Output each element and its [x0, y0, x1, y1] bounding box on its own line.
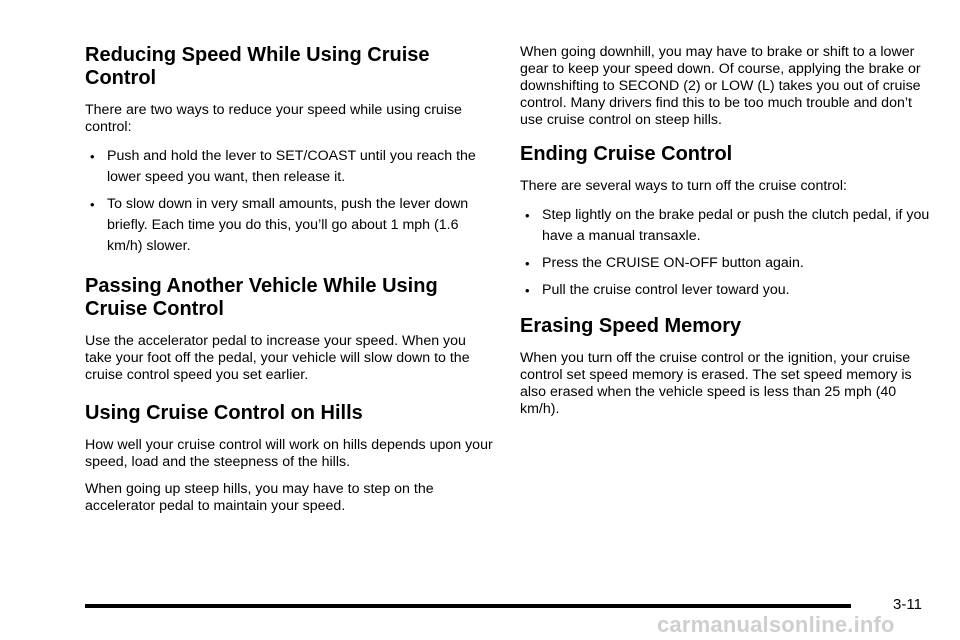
footer-rule	[85, 604, 851, 608]
bullet-icon: •	[90, 149, 95, 164]
passing-vehicle-body: Use the accelerator pedal to increase your speed. When you take your foot off the pedal, your vehicle will slow down to the cruise control speed you set earlier.	[85, 333, 470, 383]
reducing-speed-intro: There are two ways to reduce your speed while using cruise control:	[85, 102, 462, 135]
bullet-icon: •	[525, 256, 530, 271]
bullet-icon: •	[525, 283, 530, 298]
left-column	[85, 44, 495, 525]
bullet-icon: •	[525, 208, 530, 223]
heading-reducing-speed: Reducing Speed While Using Cruise Control	[85, 44, 430, 89]
heading-ending-cruise: Ending Cruise Control	[520, 143, 733, 165]
list-item-text: Push and hold the lever to SET/COAST until you reach the lower speed you want, then release it.	[107, 148, 476, 185]
bullet-icon: •	[90, 197, 95, 212]
list-item	[520, 205, 930, 247]
heading-erasing-memory: Erasing Speed Memory	[520, 315, 742, 337]
cruise-hills-para-1: How well your cruise control will work on hills depends upon your speed, load and the steepness of the hills.	[85, 437, 493, 470]
ending-cruise-intro: There are several ways to turn off the cruise control:	[520, 178, 847, 194]
downhill-paragraph: When going downhill, you may have to brake or shift to a lower gear to keep your speed down. Of course, applying the brake or downshifting to SECOND (2) or LOW (L) takes you out of cruise control. Many drivers find this to be too much trouble and don’t use cruise control on steep hills.	[520, 44, 921, 128]
list-item	[85, 194, 495, 257]
heading-passing-vehicle: Passing Another Vehicle While Using Cruise Control	[85, 275, 438, 320]
list-item	[520, 253, 930, 274]
watermark: carmanualsonline.info	[657, 612, 895, 637]
list-item-text: Press the CRUISE ON-OFF button again.	[542, 255, 804, 271]
reducing-speed-list	[85, 146, 495, 257]
erasing-memory-body: When you turn off the cruise control or the ignition, your cruise control set speed memory is erased. The set speed memory is also erased when the vehicle speed is less than 25 mph (40 km/h).	[520, 350, 912, 417]
list-item	[85, 146, 495, 188]
page-number: 3-11	[893, 596, 922, 613]
heading-cruise-hills: Using Cruise Control on Hills	[85, 402, 363, 424]
list-item-text: Pull the cruise control lever toward you.	[542, 282, 790, 298]
list-item-text: To slow down in very small amounts, push the lever down briefly. Each time you do this, you’ll go about 1 mph (1.6 km/h) slower.	[107, 196, 469, 254]
right-column	[520, 44, 930, 428]
list-item	[520, 280, 930, 301]
cruise-hills-para-2: When going up steep hills, you may have to step on the accelerator pedal to maintain your speed.	[85, 481, 434, 514]
list-item-text: Step lightly on the brake pedal or push the clutch pedal, if you have a manual transaxle.	[542, 207, 930, 244]
ending-cruise-list	[520, 205, 930, 301]
